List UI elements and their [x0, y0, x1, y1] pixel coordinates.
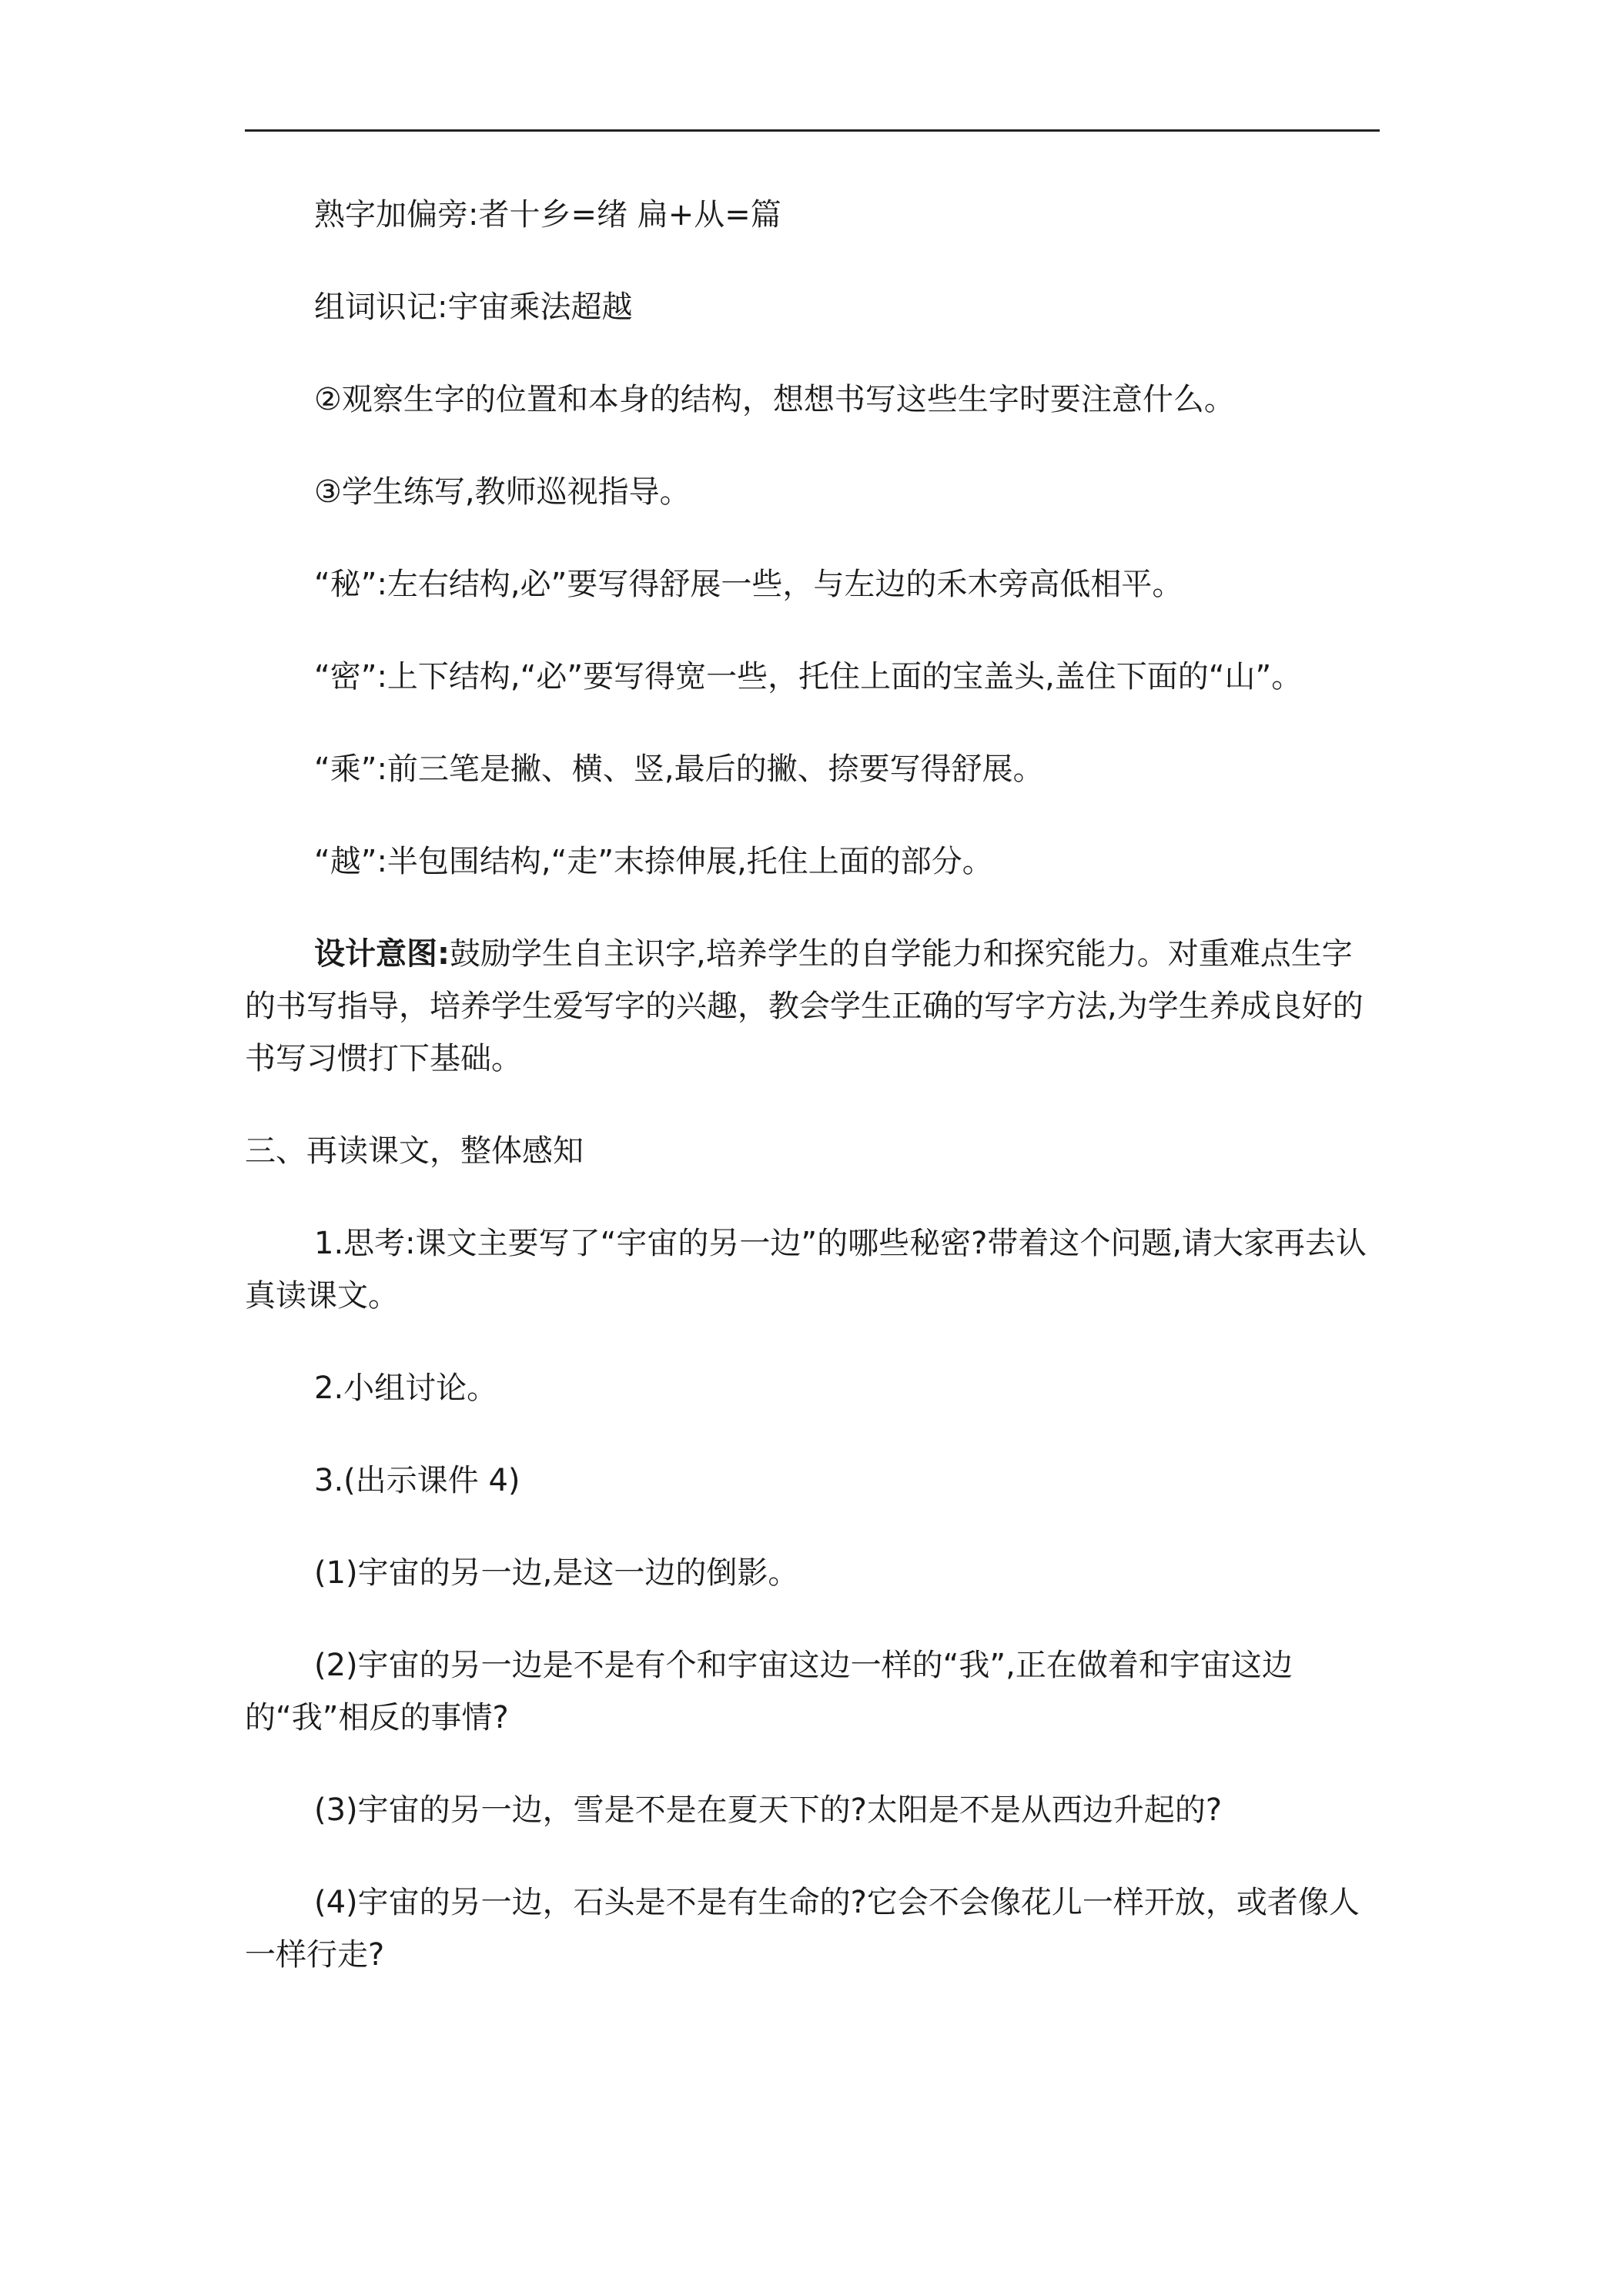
- paragraph-char-mi-dense: “密”:上下结构,“必”要写得宽一些，托住上面的宝盖头,盖住下面的“山”。: [314, 659, 1303, 694]
- paragraph-char-mi-secret: “秘”:左右结构,必”要写得舒展一些，与左边的禾木旁高低相平。: [314, 567, 1183, 602]
- document-body: [245, 189, 1380, 2021]
- design-intent-text: 鼓励学生自主识字,培养学生的自学能力和探究能力。对重难点生字的书写指导，培养学生爱写字的兴趣，教会学生正确的写字方法,为学生养成良好的书写习惯打下基础。: [245, 936, 1364, 1076]
- paragraph-group-discussion: 2.小组讨论。: [314, 1371, 498, 1406]
- design-intent-label: 设计意图:: [314, 936, 450, 972]
- paragraph-show-courseware: 3.(出示课件 4): [314, 1463, 520, 1498]
- paragraph-design-intent: [245, 928, 1380, 1085]
- paragraph-observe-structure: ②观察生字的位置和本身的结构，想想书写这些生字时要注意什么。: [314, 382, 1235, 417]
- paragraph-char-yue: “越”:半包围结构,“走”末捺伸展,托住上面的部分。: [314, 844, 993, 879]
- section-heading-reread: 三、再读课文，整体感知: [245, 1133, 584, 1169]
- paragraph-item-3: (3)宇宙的另一边，雪是不是在夏天下的?太阳是不是从西边升起的?: [314, 1792, 1223, 1828]
- paragraph-item-2: (2)宇宙的另一边是不是有个和宇宙这边一样的“我”,正在做着和宇宙这边的“我”相反的事情?: [245, 1648, 1293, 1735]
- header-rule: [245, 129, 1380, 132]
- paragraph-practice-writing: ③学生练写,教师巡视指导。: [314, 474, 691, 510]
- paragraph-think-question: 1.思考:课文主要写了“宇宙的另一边”的哪些秘密?带着这个问题,请大家再去认真读课文。: [245, 1226, 1367, 1314]
- paragraph-word-memory: 组词识记:宇宙乘法超越: [314, 290, 633, 325]
- paragraph-char-cheng: “乘”:前三笔是撇、横、竖,最后的撇、捺要写得舒展。: [314, 751, 1044, 787]
- paragraph-item-1: (1)宇宙的另一边,是这一边的倒影。: [314, 1555, 799, 1591]
- paragraph-item-4: (4)宇宙的另一边，石头是不是有生命的?它会不会像花儿一样开放，或者像人一样行走?: [245, 1885, 1360, 1973]
- paragraph-radical-combination: 熟字加偏旁:者十乡=绪 扁+从=篇: [314, 197, 781, 233]
